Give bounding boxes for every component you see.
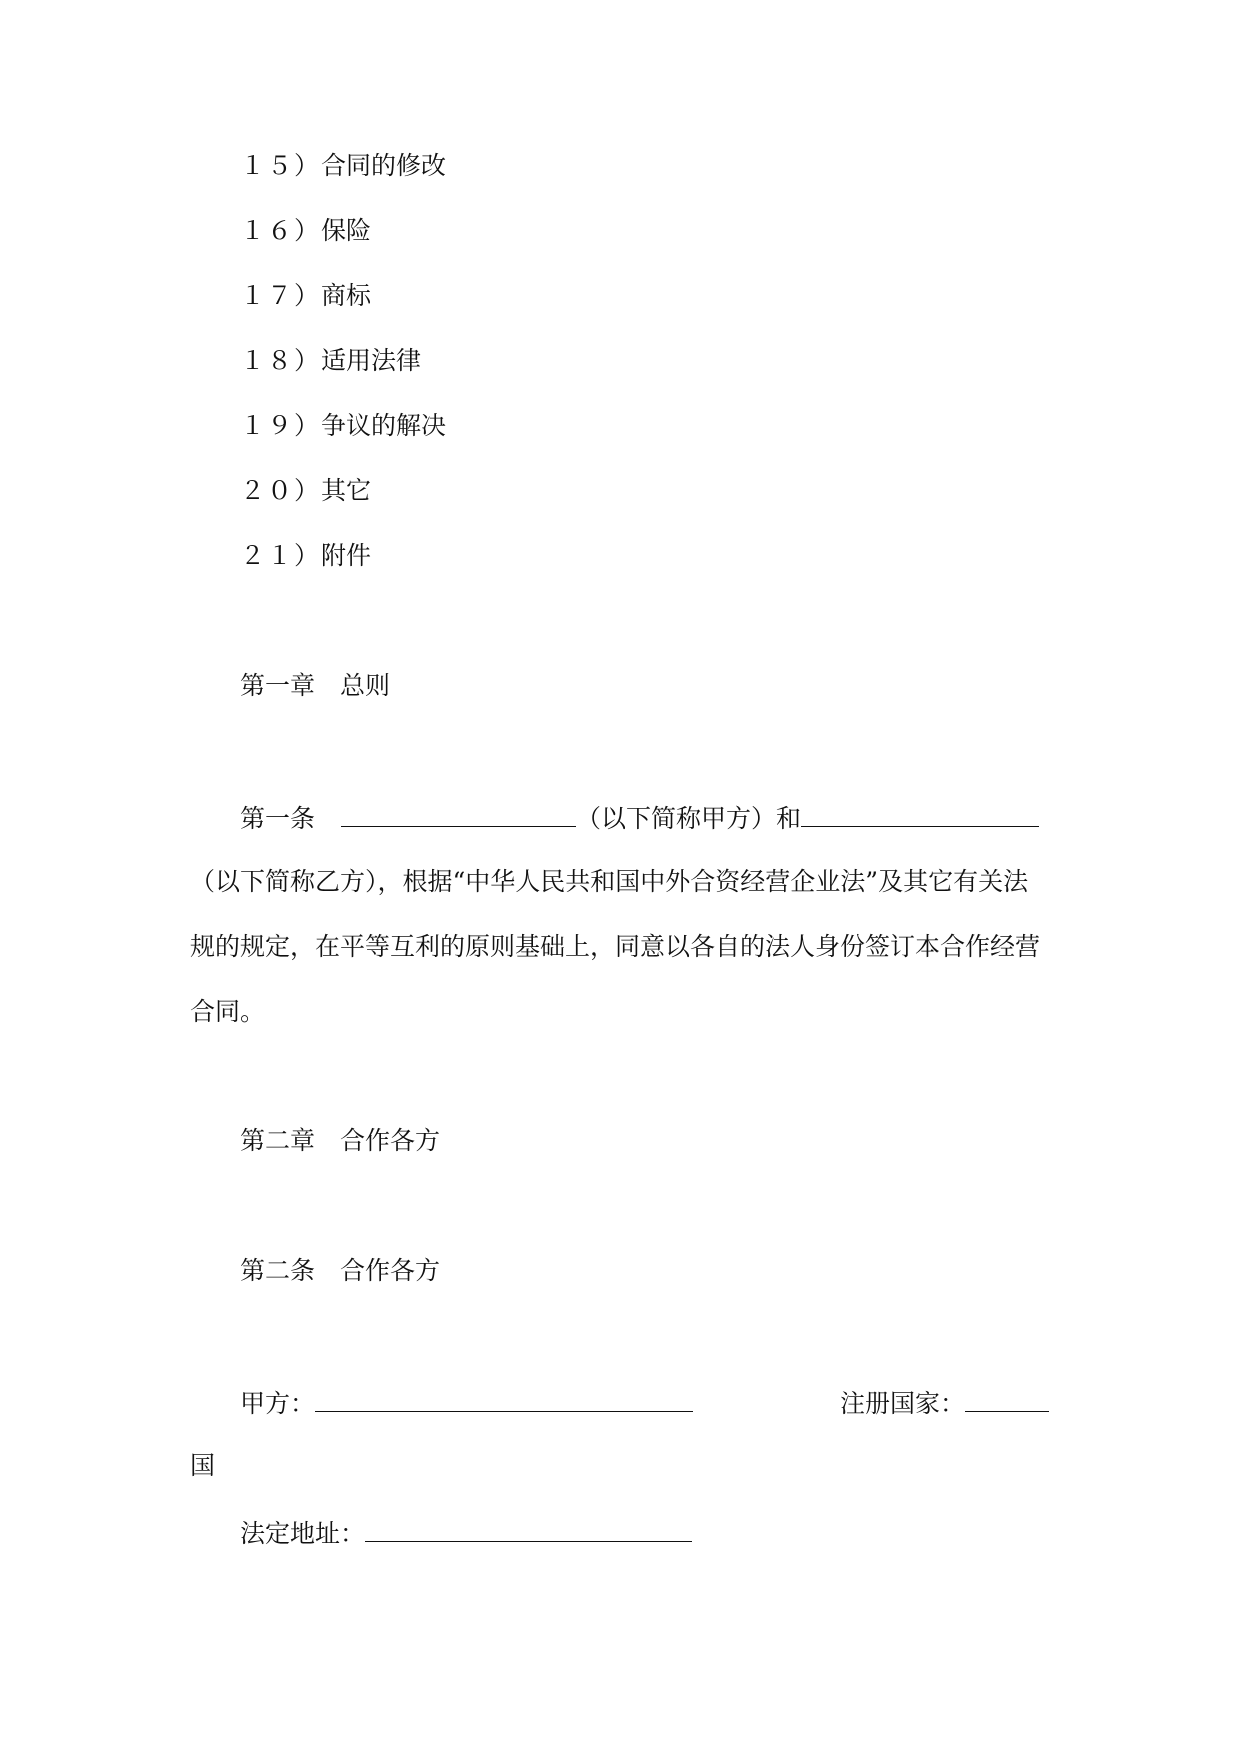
party-a-name-blank — [341, 800, 576, 827]
party-a-suffix: （以下简称甲方）和 — [576, 804, 802, 833]
toc-number: １７） — [240, 281, 322, 310]
toc-item — [240, 150, 446, 182]
toc-item — [240, 475, 371, 507]
toc-label: 争议的解决 — [321, 411, 447, 440]
country-label: 注册国家： — [840, 1389, 966, 1418]
toc-item — [240, 215, 371, 247]
chapter-heading: 第一章 总则 — [240, 671, 391, 700]
article-label: 第一条 — [240, 804, 316, 833]
party-a-row — [240, 1385, 693, 1420]
toc-item — [240, 280, 371, 312]
toc-number: ２１） — [240, 541, 322, 570]
toc-label: 合同的修改 — [321, 151, 447, 180]
toc-label: 商标 — [321, 281, 372, 310]
toc-item — [240, 540, 371, 572]
toc-number: １６） — [240, 216, 322, 245]
article-1-body: （以下简称乙方），根据“中华人民共和国中外合资经营企业法”及其它有关法规的规定，在平等互利的原则基础上，同意以各自的法人身份签订本合作经营合同。 — [190, 867, 1041, 1026]
country-blank — [965, 1385, 1049, 1412]
address-row — [240, 1515, 692, 1550]
toc-number: １５） — [240, 151, 322, 180]
article-1-lead — [240, 800, 1039, 835]
toc-label: 保险 — [321, 216, 372, 245]
toc-label: 其它 — [321, 476, 372, 505]
toc-number: １９） — [240, 411, 322, 440]
party-a-blank — [315, 1385, 693, 1412]
party-b-name-blank — [801, 800, 1039, 827]
article-heading: 第二条 合作各方 — [240, 1256, 441, 1285]
toc-item — [240, 345, 421, 377]
toc-item — [240, 410, 446, 442]
chapter-heading: 第二章 合作各方 — [240, 1126, 441, 1155]
toc-label: 附件 — [321, 541, 372, 570]
country-suffix: 国 — [190, 1451, 216, 1480]
toc-label: 适用法律 — [321, 346, 422, 375]
party-a-label: 甲方： — [240, 1389, 316, 1418]
address-label: 法定地址： — [240, 1519, 366, 1548]
address-blank — [365, 1515, 692, 1542]
toc-number: ２０） — [240, 476, 322, 505]
country-row — [840, 1385, 1049, 1420]
toc-number: １８） — [240, 346, 322, 375]
